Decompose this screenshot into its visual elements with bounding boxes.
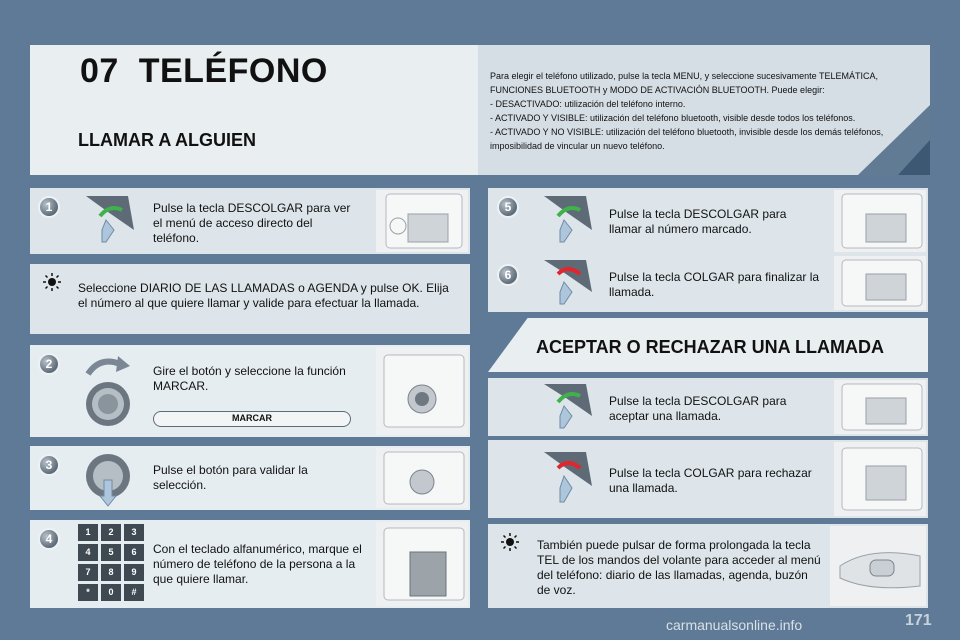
step-6-badge: 6 (497, 264, 519, 286)
section-title-call: LLAMAR A ALGUIEN (78, 130, 256, 150)
step-2-radio-thumbnail (376, 347, 468, 435)
keypad-key: # (124, 584, 144, 601)
sun-icon (42, 272, 62, 292)
reject-radio-thumbnail (834, 442, 926, 516)
keypad-key: 7 (78, 564, 98, 581)
keypad-key: 6 (124, 544, 144, 561)
keypad-key: 1 (78, 524, 98, 541)
keypad-key: * (78, 584, 98, 601)
step-1-text: Pulse la tecla DESCOLGAR para ver el menú de acceso directo del teléfono. (153, 201, 351, 245)
keypad-key: 5 (101, 544, 121, 561)
steering-control-thumbnail (830, 526, 926, 606)
sun-icon (500, 532, 520, 552)
section-title-accept: ACEPTAR O RECHAZAR UNA LLAMADA (536, 337, 884, 357)
step-5-radio-thumbnail (834, 190, 926, 252)
step-6-text: Pulse la tecla COLGAR para finalizar la llamada. (609, 270, 820, 299)
accept-step-text: Pulse la tecla DESCOLGAR para aceptar una llamada. (609, 394, 787, 423)
step-5-text: Pulse la tecla DESCOLGAR para llamar al número marcado. (609, 207, 787, 236)
accept-radio-thumbnail (834, 380, 926, 434)
keypad-key: 3 (124, 524, 144, 541)
intro-box (478, 45, 930, 175)
page-title: 07 TELÉFONO (80, 52, 328, 90)
step-3-badge: 3 (38, 454, 60, 476)
step-4-badge: 4 (38, 528, 60, 550)
step-4-radio-thumbnail (376, 522, 468, 606)
step-3-radio-thumbnail (376, 448, 468, 508)
page-number: 171 (905, 612, 932, 629)
hang-up-key-icon (538, 256, 598, 310)
tip-2-text: También puede pulsar de forma prolongada la tecla TEL de los mandos del volante para acceder al menú del teléfono: diario de las llamadas, agenda, buzón de voz. (537, 538, 821, 597)
press-knob-icon (82, 448, 134, 508)
call-key-icon (538, 192, 598, 248)
hang-up-key-icon (538, 448, 598, 510)
keypad-illustration (78, 524, 144, 604)
watermark: carmanualsonline.info (666, 617, 803, 633)
step-2-badge: 2 (38, 353, 60, 375)
step-3-text: Pulse el botón para validar la selección. (153, 463, 308, 492)
keypad-key: 8 (101, 564, 121, 581)
marcar-menu-label: MARCAR (153, 411, 351, 427)
keypad-key: 0 (101, 584, 121, 601)
keypad-key: 9 (124, 564, 144, 581)
intro-option-1: - DESACTIVADO: utilización del teléfono interno. (490, 99, 686, 109)
reject-step-text: Pulse la tecla COLGAR para rechazar una llamada. (609, 466, 812, 495)
step-4-text: Con el teclado alfanumérico, marque el número de teléfono de la persona a la que quiere llamar. (153, 542, 362, 586)
keypad-key: 4 (78, 544, 98, 561)
intro-lead: Para elegir el teléfono utilizado, pulse la tecla MENU, y seleccione sucesivamente TELEMÁTICA, FUNCIONES BLUETOOTH y MODO DE ACTIVACIÓN BLUETOOTH. Puede elegir: (490, 71, 879, 95)
tip-1-text: Seleccione DIARIO DE LAS LLAMADAS o AGENDA y pulse OK. Elija el número al que quiere llamar y valide para efectuar la llamada. (78, 281, 449, 310)
intro-option-2: - ACTIVADO Y VISIBLE: utilización del teléfono bluetooth, visible desde todos los teléfonos. (490, 113, 856, 123)
intro-option-3: - ACTIVADO Y NO VISIBLE: utilización del teléfono bluetooth, invisible desde los demás teléfonos, imposibilidad de vincular un nuevo teléfono. (490, 127, 884, 151)
step-5-badge: 5 (497, 196, 519, 218)
rotary-knob-icon (80, 352, 140, 432)
keypad-key: 2 (101, 524, 121, 541)
step-6-radio-thumbnail (834, 256, 926, 310)
step-1-badge: 1 (38, 196, 60, 218)
step-2-text: Gire el botón y seleccione la función MARCAR. (153, 364, 346, 393)
call-key-icon (538, 380, 598, 434)
call-key-icon (80, 192, 140, 248)
step-1-radio-thumbnail (376, 190, 468, 252)
